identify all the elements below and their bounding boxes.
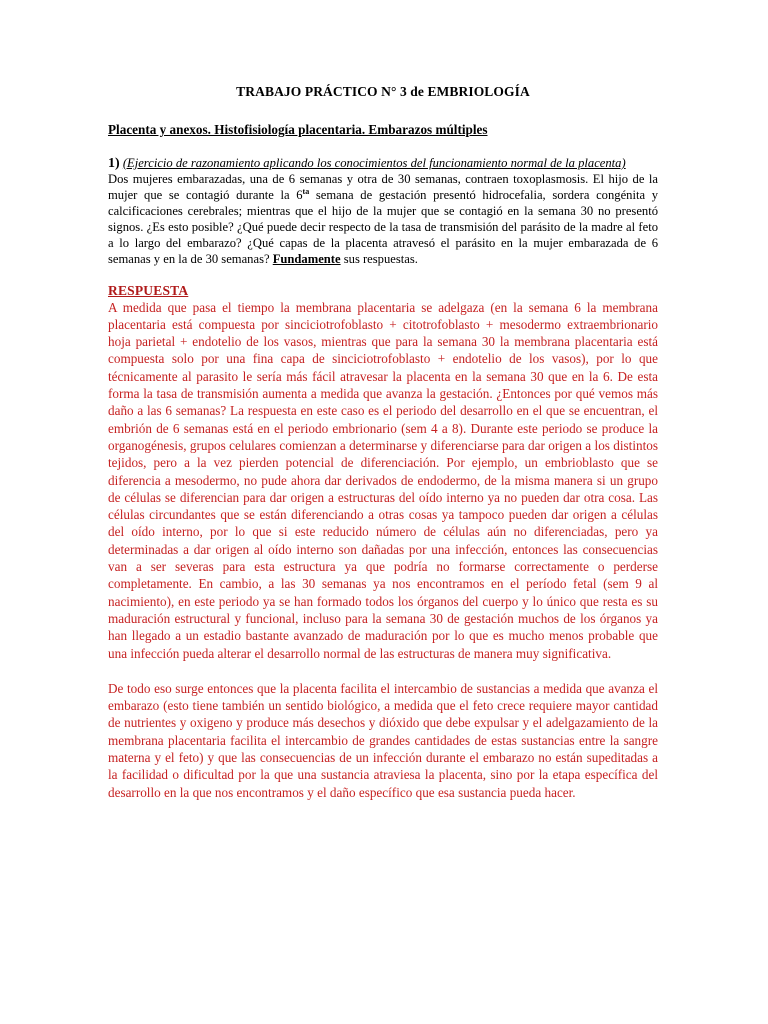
- question-text-part-2: semana de gestación presentó hidrocefalia, sordera congénita y calcificaciones cerebrales; mientras que el hijo de la mujer que se contagió en la semana 30 no presentó signos. ¿Es esto posible? ¿Qué puede decir respecto de la tasa de transmisión del parásito de la madre al feto a lo largo del embarazo? ¿Qué capas de la placenta atravesó el parásito en la mujer embarazada de 6 semanas y en la de 30 semanas?: [108, 188, 658, 267]
- question-heading: [108, 156, 658, 171]
- document-page: [108, 80, 658, 801]
- question-text-part-1: Dos mujeres embarazadas, una de 6 semanas y otra de 30 semanas, contraen toxoplasmosis. El hijo de la mujer que se contagió durante la 6: [108, 172, 658, 203]
- answer-paragraph-2: De todo eso surge entonces que la placenta facilita el intercambio de sustancias a medida que avanza el embarazo (esto tiene también un sentido biológico, a medida que el feto crece requiere mayor cantidad de nutrientes y oxigeno y produce más desechos y dióxido que debe expulsar y el adelgazamiento de la membrana placentaria facilita el intercambio de grandes cantidades de estas sustancias entre la sangre materna y el feto) y que las consecuencias de un infección durante el embarazo no están supeditadas a la facilidad o dificultad por la que una sustancia atraviesa la placenta, sino por la etapa específica del desarrollo en la que nos encontramos y el daño específico que esa sustancia pueda hacer.: [108, 680, 658, 800]
- question-block: [108, 156, 658, 268]
- document-subtitle: Placenta y anexos. Histofisiología placentaria. Embarazos múltiples: [108, 122, 488, 137]
- question-text-part-3: sus respuestas.: [340, 252, 418, 267]
- answer-label: RESPUESTA: [108, 282, 189, 298]
- question-number: 1): [108, 156, 120, 171]
- answer-paragraph-1: A medida que pasa el tiempo la membrana placentaria se adelgaza (en la semana 6 la membrana placentaria está compuesta por sinciciotrofoblasto + citotrofoblasto + mesodermo extraembrionario hoja parietal + endotelio de los vasos, mientras que para la semana 30 la membrana placentaria está compuesta solo por una fina capa de sinciciotrofoblasto + endotelio de los vasos), por lo que técnicamente al parasito le sería más fácil atravesar la placenta en la semana 30 que en la 6. De esta forma la tasa de transmisión aumenta a medida que avanza la gestación. ¿Entonces por qué vemos más daño a las 6 semanas? La respuesta en este caso es el periodo del desarrollo en el que se encuentran, el embrión de 6 semanas está en el periodo embrionario (sem 4 a 8). Durante este periodo se produce la organogénesis, grupos celulares comienzan a determinarse y diferenciarse para dar origen a los distintos tejidos, pero a la vez pierden potencial de diferenciación. Por ejemplo, un embrioblasto que se diferencia a mesodermo, no pude ahora dar derivados de endodermo, de la misma manera si un grupo de células se diferencian para dar origen a estructuras del oído interno ya no pueden dar otra cosa. Las células circundantes que se están diferenciando a otras cosas ya tampoco pueden dar origen a células del oído interno, por lo que si este reducido número de células aún no diferenciadas, pero ya determinadas a dar origen al oído interno son dañadas por una infección, entonces las consecuencias van a ser severas para esta estructura ya que podría no formarse correctamente o perderse completamente. En cambio, a las 30 semanas ya nos encontramos en el período fetal (sem 9 al nacimiento), en este periodo ya se han formado todos los órganos del cuerpo y lo único que resta es su maduración estructural y funcional, incluso para la semana 30 de gestación muchos de los órganos ya han llegado a un estadio bastante avanzado de maduración por lo que es mucho menos probable que una infección pueda alterar el desarrollo normal de las estructuras de manera muy significativa.: [108, 299, 658, 661]
- answer-block: [108, 283, 658, 801]
- question-emphasis: Fundamente: [272, 252, 341, 267]
- question-text: [108, 171, 658, 268]
- document-title: TRABAJO PRÁCTICO N° 3 de EMBRIOLOGÍA: [236, 84, 530, 99]
- question-note: (Ejercicio de razonamiento aplicando los conocimientos del funcionamiento normal de la placenta): [122, 156, 626, 170]
- question-superscript: ta: [302, 186, 310, 196]
